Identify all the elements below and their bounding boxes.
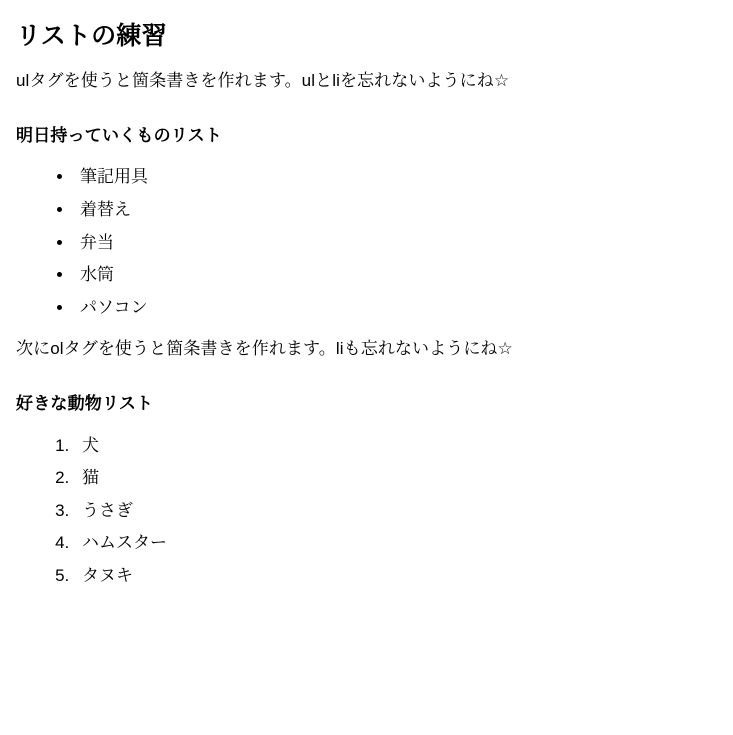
list-item: 2. 猫 bbox=[74, 466, 717, 491]
list-item: • 着替え bbox=[74, 198, 717, 223]
list-item: 3. うさぎ bbox=[74, 499, 717, 524]
middle-paragraph: 次にolタグを使うと箇条書きを作れます。liも忘れないようにね☆ bbox=[16, 339, 513, 359]
list-item: • 弁当 bbox=[74, 231, 717, 256]
list-item: • 筆記用具 bbox=[74, 165, 717, 190]
ordered-list bbox=[16, 434, 717, 589]
list-item: 4. ハムスター bbox=[74, 531, 717, 556]
list-item: • パソコン bbox=[74, 296, 717, 321]
unordered-list-heading: 明日持っていくものリスト bbox=[16, 126, 223, 146]
page-title: リストの練習 bbox=[16, 22, 167, 50]
unordered-list bbox=[16, 165, 717, 320]
intro-paragraph: ulタグを使うと箇条書きを作れます。ulとliを忘れないようにね☆ bbox=[16, 71, 510, 91]
ordered-list-heading: 好きな動物リスト bbox=[16, 394, 154, 414]
list-item: 5. タヌキ bbox=[74, 564, 717, 589]
list-item: • 水筒 bbox=[74, 263, 717, 288]
list-item: 1. 犬 bbox=[74, 434, 717, 459]
